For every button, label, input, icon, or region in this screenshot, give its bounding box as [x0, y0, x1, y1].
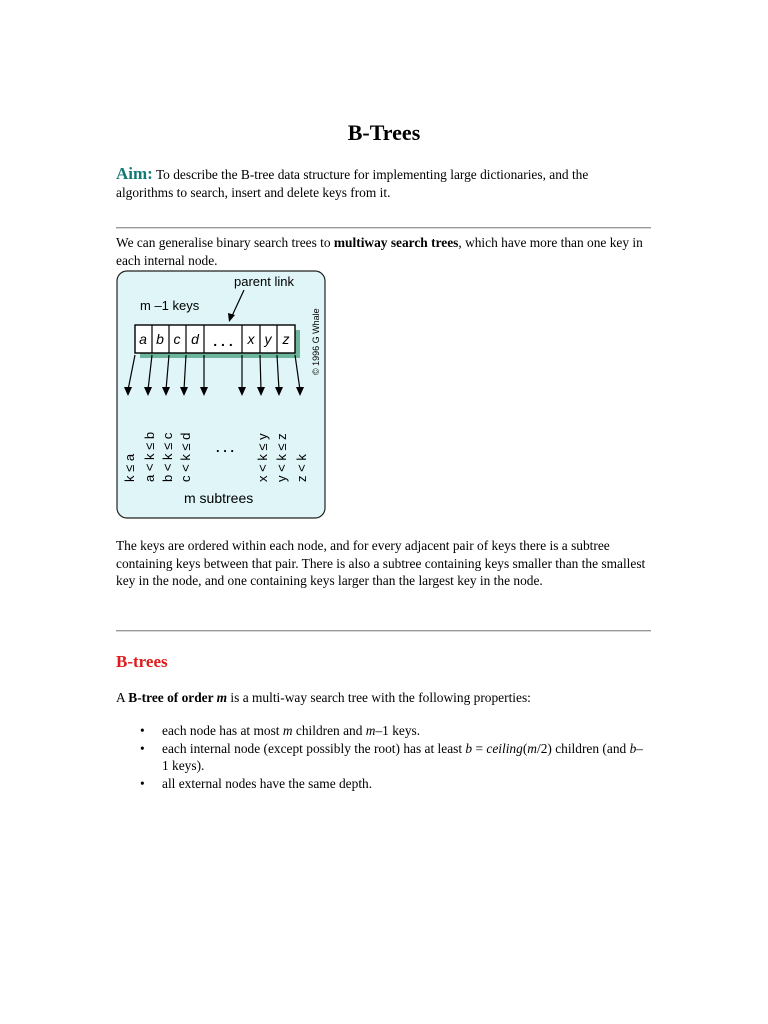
figure-svg — [116, 270, 326, 520]
prop-var: m — [527, 740, 537, 756]
key-d: d — [191, 331, 199, 347]
intro-text-before: We can generalise binary search trees to — [116, 235, 334, 250]
copyright-text: © 1996 G Whale — [311, 308, 321, 375]
intro-bold-term: multiway search trees — [333, 235, 459, 250]
range-label: b < k ≤ c — [160, 432, 175, 482]
definition-rest: is a multi-way search tree with the following properties: — [227, 690, 531, 705]
prop-text: children and — [292, 723, 366, 738]
btrees-heading: B-trees — [116, 652, 168, 671]
range-label: k ≤ a — [122, 453, 137, 482]
definition-paragraph — [116, 689, 646, 707]
prop-text: –1 keys). — [162, 740, 643, 773]
definition-m: m — [216, 690, 228, 705]
prop-text: all external nodes have the same depth. — [162, 775, 373, 791]
range-label: a < k ≤ b — [142, 431, 157, 482]
intro-text-after: , which have more than one key in each internal node. — [116, 235, 643, 268]
aim-label: Aim: — [116, 164, 153, 183]
range-label: y < k ≤ z — [274, 433, 289, 482]
range-label: z < k — [294, 454, 309, 482]
key-a: a — [139, 331, 147, 347]
aim-text: To describe the B-tree data structure for implementing large dictionaries, and the algorithms to search, insert and delete keys from it. — [116, 167, 589, 200]
prop-text: each node has at most — [162, 723, 283, 738]
key-z: z — [282, 331, 290, 347]
key-x: x — [247, 331, 255, 347]
properties-list — [116, 722, 646, 792]
parent-link-label: parent link — [234, 274, 294, 289]
range-label: x < k ≤ y — [255, 433, 270, 482]
key-c: c — [173, 331, 181, 347]
multiway-node-figure — [116, 270, 326, 520]
prop-var: b — [465, 740, 473, 756]
definition-a: A — [116, 690, 129, 705]
intro-paragraph — [116, 234, 646, 269]
bullet-icon: • — [140, 740, 145, 756]
prop-var: ceiling — [486, 740, 523, 756]
list-item — [116, 740, 646, 775]
list-item — [116, 722, 646, 740]
bullet-icon: • — [140, 723, 145, 738]
list-item — [116, 775, 646, 793]
key-ellipsis: . . . — [213, 333, 233, 349]
divider — [116, 227, 651, 229]
prop-text: /2) children (and — [536, 740, 630, 756]
divider — [116, 630, 651, 632]
prop-text: = — [472, 740, 487, 756]
definition-bold — [128, 690, 227, 705]
prop-text: –1 keys. — [375, 723, 421, 738]
range-label: c < k ≤ d — [178, 432, 193, 482]
ordering-paragraph: The keys are ordered within each node, and for every adjacent pair of keys there is a subtree containing keys between that pair. There is also a subtree containing keys smaller than the smallest key in the node, and one containing keys larger than the largest key in the node. — [116, 538, 646, 588]
definition-bold-text: B-tree of order — [128, 690, 217, 705]
prop-var: b — [629, 740, 637, 756]
prop-var: m — [282, 723, 293, 738]
prop-text: ( — [522, 740, 528, 756]
range-ellipsis: . . . — [215, 440, 235, 455]
prop-var: m — [365, 723, 376, 738]
key-y: y — [264, 331, 272, 347]
bullet-icon: • — [140, 775, 145, 791]
subtrees-label: m subtrees — [184, 490, 254, 506]
key-b: b — [156, 331, 164, 347]
page-title: B-Trees — [347, 120, 421, 145]
prop-text: each internal node (except possibly the root) has at least — [162, 740, 466, 756]
aim-paragraph — [116, 165, 646, 201]
keys-label: m –1 keys — [140, 298, 200, 313]
